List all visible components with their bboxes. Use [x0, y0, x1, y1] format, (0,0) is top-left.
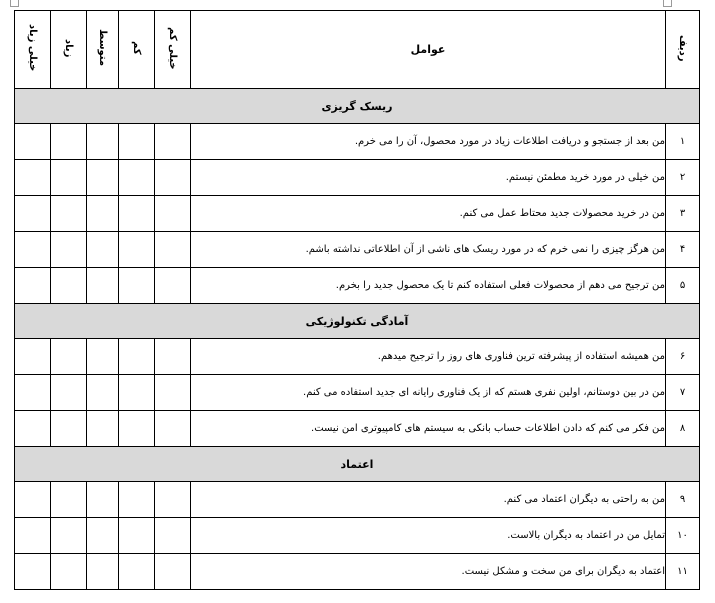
question-number: ۱۰ — [666, 518, 700, 554]
question-row — [15, 375, 700, 411]
question-text: من خیلی در مورد خرید مطمئن نیستم. — [191, 160, 666, 196]
question-row — [15, 124, 700, 160]
question-row — [15, 232, 700, 268]
rating-cell-very-low[interactable] — [155, 518, 191, 554]
rating-cell-very-low[interactable] — [155, 268, 191, 304]
rating-cell-medium[interactable] — [87, 232, 119, 268]
question-number: ۴ — [666, 232, 700, 268]
question-number: ۱۱ — [666, 554, 700, 590]
question-text: تمایل من در اعتماد به دیگران بالاست. — [191, 518, 666, 554]
header-row — [15, 11, 700, 89]
rating-cell-high[interactable] — [51, 124, 87, 160]
rating-cell-very-high[interactable] — [15, 518, 51, 554]
rating-cell-very-high[interactable] — [15, 232, 51, 268]
rating-cell-very-low[interactable] — [155, 196, 191, 232]
corner-mark-right — [663, 0, 672, 7]
question-text: من فکر می کنم که دادن اطلاعات حساب بانکی به سیستم های کامپیوتری امن نیست. — [191, 411, 666, 447]
rating-cell-low[interactable] — [119, 268, 155, 304]
rating-cell-low[interactable] — [119, 518, 155, 554]
rating-cell-very-high[interactable] — [15, 160, 51, 196]
rating-cell-high[interactable] — [51, 196, 87, 232]
rating-cell-low[interactable] — [119, 375, 155, 411]
rating-cell-high[interactable] — [51, 160, 87, 196]
corner-mark-left — [10, 0, 19, 7]
rating-cell-high[interactable] — [51, 268, 87, 304]
rating-cell-high[interactable] — [51, 411, 87, 447]
question-row — [15, 339, 700, 375]
section-header-row — [15, 89, 700, 124]
question-text: من هرگز چیزی را نمی خرم که در مورد ریسک های ناشی از آن اطلاعاتی نداشته باشم. — [191, 232, 666, 268]
question-number: ۵ — [666, 268, 700, 304]
rating-cell-very-low[interactable] — [155, 232, 191, 268]
header-low: کم — [119, 11, 155, 89]
rating-cell-low[interactable] — [119, 160, 155, 196]
question-row — [15, 554, 700, 590]
rating-cell-medium[interactable] — [87, 411, 119, 447]
header-factors: عوامل — [191, 11, 666, 89]
question-text: من ترجیح می دهم از محصولات فعلی استفاده کنم تا یک محصول جدید را بخرم. — [191, 268, 666, 304]
rating-cell-very-low[interactable] — [155, 554, 191, 590]
rating-cell-low[interactable] — [119, 196, 155, 232]
question-text: من بعد از جستجو و دریافت اطلاعات زیاد در مورد محصول، آن را می خرم. — [191, 124, 666, 160]
question-number: ۹ — [666, 482, 700, 518]
rating-cell-very-high[interactable] — [15, 339, 51, 375]
question-number: ۳ — [666, 196, 700, 232]
section-title: اعتماد — [15, 447, 700, 482]
rating-cell-medium[interactable] — [87, 482, 119, 518]
question-row — [15, 411, 700, 447]
rating-cell-very-high[interactable] — [15, 554, 51, 590]
rating-cell-very-low[interactable] — [155, 411, 191, 447]
question-number: ۸ — [666, 411, 700, 447]
section-header-row — [15, 447, 700, 482]
question-number: ۶ — [666, 339, 700, 375]
rating-cell-low[interactable] — [119, 232, 155, 268]
section-header-row — [15, 304, 700, 339]
rating-cell-very-low[interactable] — [155, 124, 191, 160]
rating-cell-low[interactable] — [119, 339, 155, 375]
rating-cell-medium[interactable] — [87, 196, 119, 232]
question-row — [15, 482, 700, 518]
questionnaire-table — [14, 10, 700, 590]
rating-cell-very-high[interactable] — [15, 268, 51, 304]
rating-cell-medium[interactable] — [87, 375, 119, 411]
rating-cell-low[interactable] — [119, 554, 155, 590]
rating-cell-very-low[interactable] — [155, 160, 191, 196]
rating-cell-medium[interactable] — [87, 518, 119, 554]
rating-cell-medium[interactable] — [87, 124, 119, 160]
rating-cell-medium[interactable] — [87, 554, 119, 590]
rating-cell-high[interactable] — [51, 518, 87, 554]
rating-cell-high[interactable] — [51, 375, 87, 411]
question-row — [15, 268, 700, 304]
header-very-low: خیلی کم — [155, 11, 191, 89]
rating-cell-low[interactable] — [119, 411, 155, 447]
header-row-number: ردیف — [666, 11, 700, 89]
section-title: آمادگی تکنولوژیکی — [15, 304, 700, 339]
section-title: ریسک گریزی — [15, 89, 700, 124]
rating-cell-high[interactable] — [51, 232, 87, 268]
rating-cell-medium[interactable] — [87, 160, 119, 196]
rating-cell-very-low[interactable] — [155, 375, 191, 411]
header-very-high: خیلی زیاد — [15, 11, 51, 89]
rating-cell-medium[interactable] — [87, 339, 119, 375]
question-text: من در بین دوستانم، اولین نفری هستم که از یک فناوری رایانه ای جدید استفاده می کنم. — [191, 375, 666, 411]
rating-cell-very-low[interactable] — [155, 482, 191, 518]
header-medium: متوسط — [87, 11, 119, 89]
rating-cell-medium[interactable] — [87, 268, 119, 304]
question-text: من به راحتی به دیگران اعتماد می کنم. — [191, 482, 666, 518]
question-number: ۷ — [666, 375, 700, 411]
question-text: اعتماد به دیگران برای من سخت و مشکل نیست. — [191, 554, 666, 590]
rating-cell-high[interactable] — [51, 482, 87, 518]
rating-cell-high[interactable] — [51, 339, 87, 375]
header-high: زیاد — [51, 11, 87, 89]
question-row — [15, 518, 700, 554]
rating-cell-low[interactable] — [119, 482, 155, 518]
rating-cell-very-high[interactable] — [15, 482, 51, 518]
rating-cell-very-high[interactable] — [15, 124, 51, 160]
rating-cell-very-high[interactable] — [15, 411, 51, 447]
question-row — [15, 160, 700, 196]
rating-cell-very-high[interactable] — [15, 375, 51, 411]
rating-cell-high[interactable] — [51, 554, 87, 590]
rating-cell-very-high[interactable] — [15, 196, 51, 232]
question-row — [15, 196, 700, 232]
question-text: من همیشه استفاده از پیشرفته ترین فناوری های روز را ترجیح میدهم. — [191, 339, 666, 375]
question-number: ۲ — [666, 160, 700, 196]
question-number: ۱ — [666, 124, 700, 160]
question-text: من در خرید محصولات جدید محتاط عمل می کنم. — [191, 196, 666, 232]
rating-cell-low[interactable] — [119, 124, 155, 160]
rating-cell-very-low[interactable] — [155, 339, 191, 375]
